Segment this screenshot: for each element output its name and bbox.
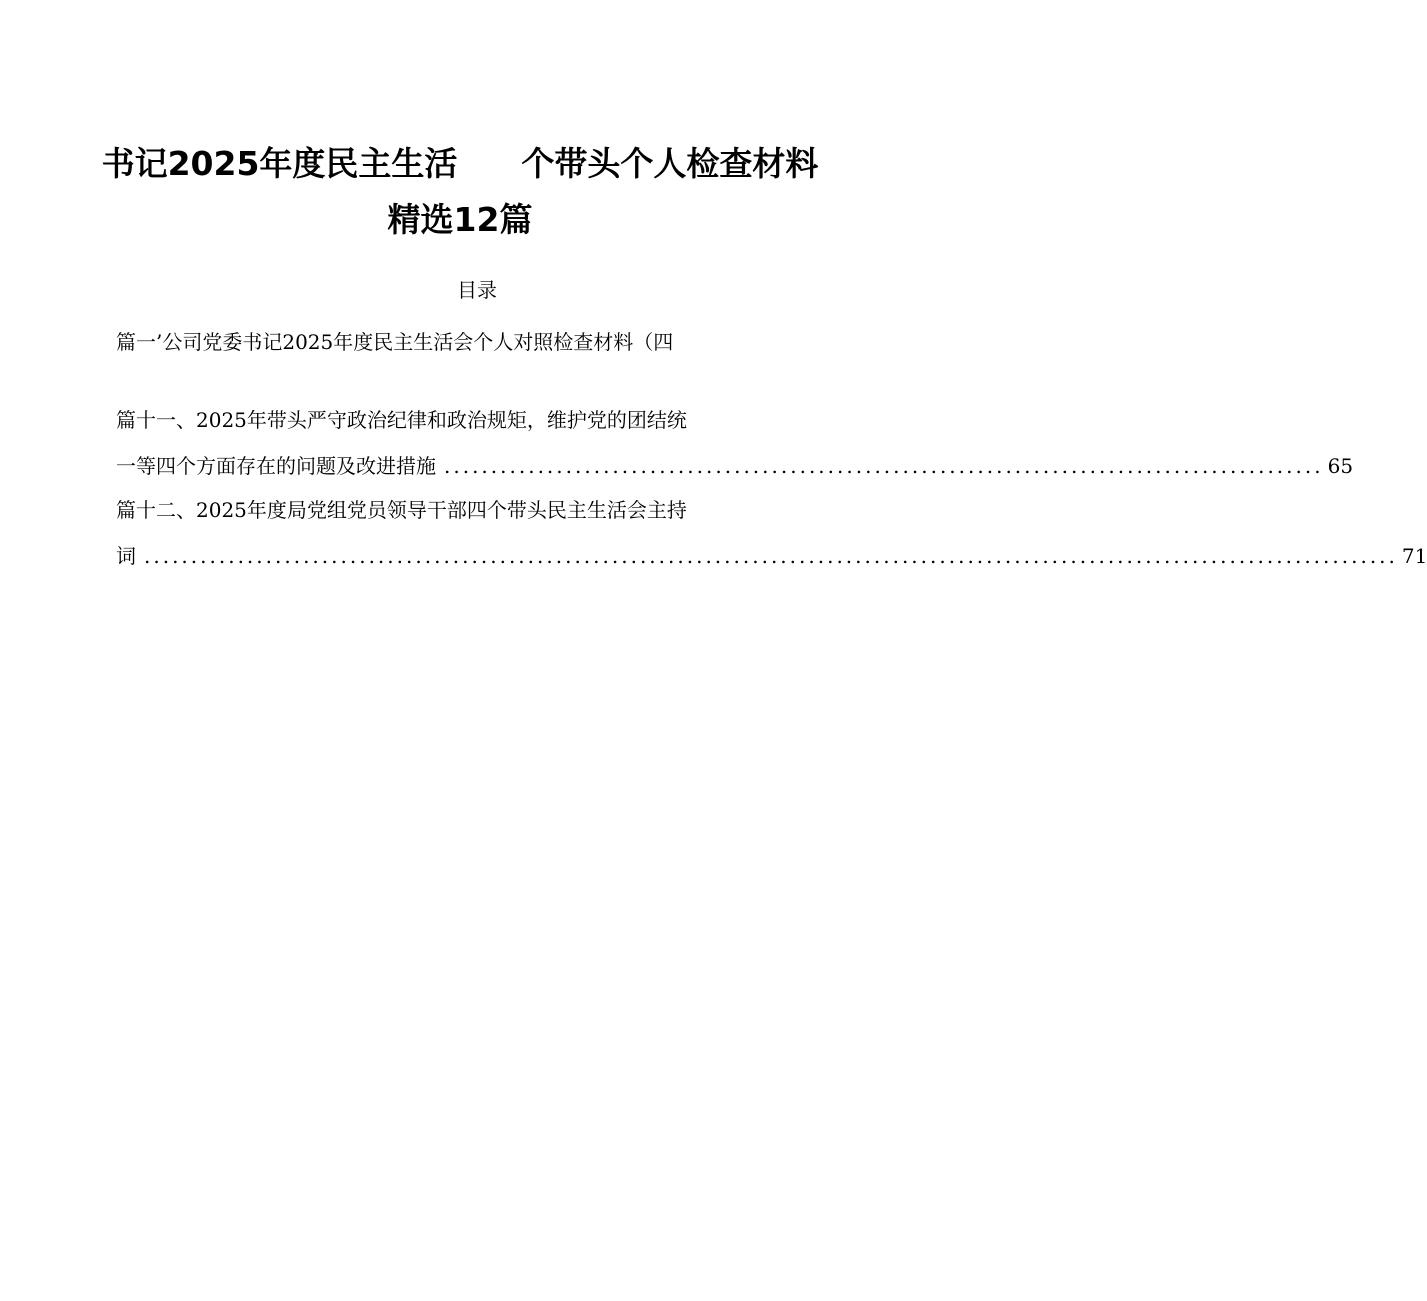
dot-leader: .............................................................................................. xyxy=(444,454,1324,478)
toc-page-number: 71 xyxy=(1401,544,1427,568)
toc-entry-text: 篇十一、2025年带头严守政治纪律和政治规矩，维护党的团结统 xyxy=(116,408,687,432)
dot-leader: ...................................................................................................................................... xyxy=(144,544,1398,568)
toc-entry-11[interactable] xyxy=(116,404,810,433)
toc-entry-11-continued[interactable] xyxy=(116,450,1354,479)
toc-heading: 目录 xyxy=(457,278,497,302)
document-title-line-2: 精选12篇 xyxy=(387,200,533,239)
toc-page-number: 65 xyxy=(1327,454,1354,478)
toc-entry-1[interactable] xyxy=(116,326,810,355)
title-part-2: 个带头个人检查材料 xyxy=(521,144,819,183)
toc-entry-12[interactable] xyxy=(116,494,810,523)
title-part-1: 书记2025年度民主生活 xyxy=(101,144,458,183)
toc-entry-text: 篇一’公司党委书记2025年度民主生活会个人对照检查材料（四 xyxy=(116,330,674,354)
toc-entry-text: 篇十二、2025年度局党组党员领导干部四个带头民主生活会主持 xyxy=(116,498,687,522)
toc-entry-text: 词 xyxy=(116,544,136,568)
toc-entry-12-continued[interactable] xyxy=(116,540,1427,569)
document-title-line-1 xyxy=(0,138,920,185)
toc-entry-text: 一等四个方面存在的问题及改进措施 xyxy=(116,454,436,478)
